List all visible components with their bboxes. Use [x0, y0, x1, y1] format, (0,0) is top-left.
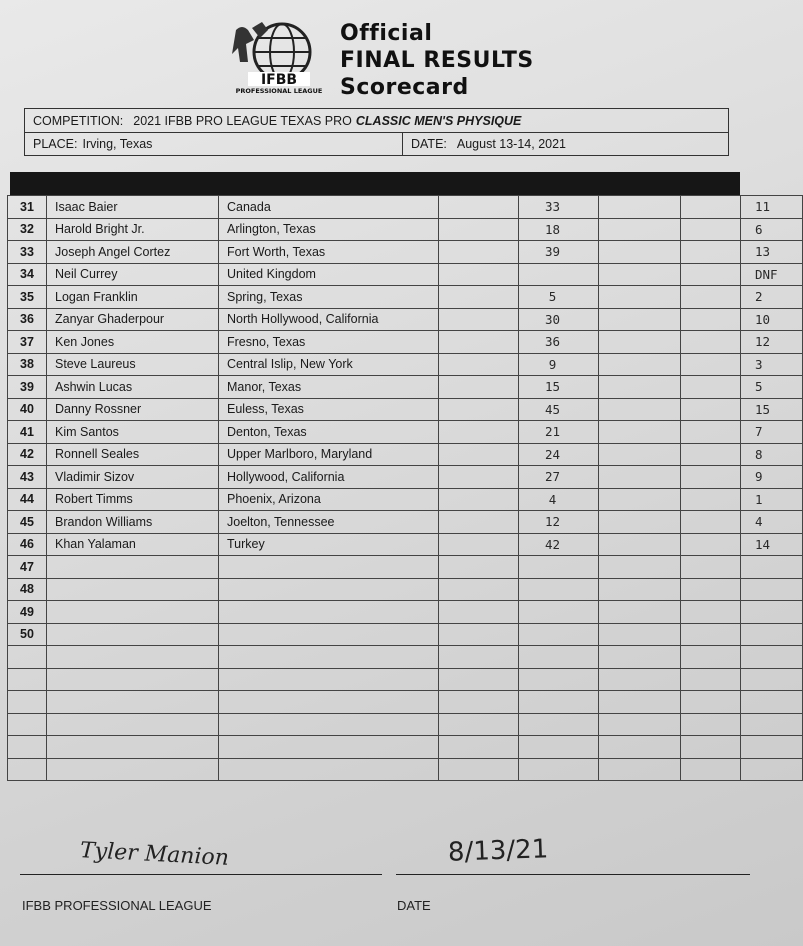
score-total — [519, 758, 599, 781]
final-placing — [741, 556, 803, 579]
judge-signature: Tyler Manion — [79, 838, 230, 871]
score-total — [519, 736, 599, 759]
empty-cell — [681, 646, 741, 669]
score-total: 39 — [519, 241, 599, 264]
table-row — [8, 286, 803, 309]
ifbb-logo — [222, 18, 334, 94]
table-row — [8, 578, 803, 601]
empty-cell — [681, 218, 741, 241]
competitor-name: Vladimir Sizov — [47, 466, 219, 489]
final-placing — [741, 601, 803, 624]
score-total: 12 — [519, 511, 599, 534]
competitor-hometown: Canada — [219, 196, 439, 219]
empty-cell — [681, 353, 741, 376]
score-total: 21 — [519, 421, 599, 444]
competitor-hometown — [219, 691, 439, 714]
table-row — [8, 398, 803, 421]
empty-cell — [599, 623, 681, 646]
final-placing: 14 — [741, 533, 803, 556]
empty-cell — [439, 691, 519, 714]
table-row — [8, 466, 803, 489]
score-total — [519, 623, 599, 646]
empty-cell — [681, 601, 741, 624]
empty-cell — [439, 511, 519, 534]
competitor-name — [47, 556, 219, 579]
score-total: 33 — [519, 196, 599, 219]
table-row — [8, 218, 803, 241]
empty-cell — [681, 241, 741, 264]
competitor-number — [8, 758, 47, 781]
empty-cell — [599, 533, 681, 556]
table-header-bar — [10, 172, 740, 196]
empty-cell — [599, 736, 681, 759]
competitor-hometown: Upper Marlboro, Maryland — [219, 443, 439, 466]
empty-cell — [681, 286, 741, 309]
competitor-number: 44 — [8, 488, 47, 511]
competition-info-box — [24, 108, 729, 156]
competitor-number — [8, 736, 47, 759]
place-value: Irving, Texas — [82, 137, 153, 151]
table-row — [8, 421, 803, 444]
empty-cell — [599, 443, 681, 466]
competitor-number: 48 — [8, 578, 47, 601]
empty-cell — [439, 736, 519, 759]
competitor-name: Joseph Angel Cortez — [47, 241, 219, 264]
table-row — [8, 263, 803, 286]
empty-cell — [681, 196, 741, 219]
empty-cell — [439, 443, 519, 466]
title-scorecard: Scorecard — [340, 75, 469, 100]
document-title — [340, 20, 534, 101]
empty-cell — [681, 556, 741, 579]
table-row — [8, 331, 803, 354]
empty-cell — [599, 578, 681, 601]
empty-cell — [439, 646, 519, 669]
competitor-hometown — [219, 601, 439, 624]
empty-cell — [599, 511, 681, 534]
empty-cell — [681, 623, 741, 646]
final-placing — [741, 668, 803, 691]
score-total: 18 — [519, 218, 599, 241]
competition-label: COMPETITION: — [33, 113, 124, 128]
score-total: 9 — [519, 353, 599, 376]
empty-cell — [599, 466, 681, 489]
competitor-number — [8, 646, 47, 669]
final-placing: 5 — [741, 376, 803, 399]
score-total — [519, 691, 599, 714]
empty-cell — [439, 713, 519, 736]
empty-cell — [439, 758, 519, 781]
competitor-name: Steve Laureus — [47, 353, 219, 376]
competitor-hometown — [219, 736, 439, 759]
competitor-name: Danny Rossner — [47, 398, 219, 421]
competitor-number: 36 — [8, 308, 47, 331]
competitor-name: Logan Franklin — [47, 286, 219, 309]
place-label: PLACE: — [33, 137, 78, 151]
svg-text:IFBB: IFBB — [260, 72, 298, 88]
final-placing: 12 — [741, 331, 803, 354]
empty-cell — [439, 286, 519, 309]
results-table — [7, 195, 803, 781]
competitor-number: 33 — [8, 241, 47, 264]
competitor-name: Ashwin Lucas — [47, 376, 219, 399]
competitor-hometown: Manor, Texas — [219, 376, 439, 399]
empty-cell — [599, 308, 681, 331]
empty-cell — [439, 218, 519, 241]
title-final-results: FINAL RESULTS — [340, 48, 534, 73]
empty-cell — [599, 286, 681, 309]
final-placing: 13 — [741, 241, 803, 264]
empty-cell — [599, 196, 681, 219]
empty-cell — [599, 668, 681, 691]
empty-cell — [439, 623, 519, 646]
footer-date-label: DATE — [397, 898, 431, 913]
empty-cell — [599, 601, 681, 624]
competitor-number: 42 — [8, 443, 47, 466]
table-row — [8, 713, 803, 736]
place-cell — [25, 133, 403, 155]
competitor-number: 46 — [8, 533, 47, 556]
final-placing: 4 — [741, 511, 803, 534]
empty-cell — [439, 376, 519, 399]
empty-cell — [681, 758, 741, 781]
table-row — [8, 758, 803, 781]
competitor-number: 39 — [8, 376, 47, 399]
score-total — [519, 601, 599, 624]
table-row — [8, 511, 803, 534]
table-row — [8, 668, 803, 691]
empty-cell — [439, 196, 519, 219]
empty-cell — [681, 466, 741, 489]
empty-cell — [681, 421, 741, 444]
date-label: DATE: — [411, 137, 447, 151]
table-row — [8, 556, 803, 579]
empty-cell — [599, 556, 681, 579]
score-total: 24 — [519, 443, 599, 466]
competition-value: 2021 IFBB PRO LEAGUE TEXAS PRO — [133, 113, 352, 128]
competitor-hometown: Fresno, Texas — [219, 331, 439, 354]
empty-cell — [439, 263, 519, 286]
footer-org-label: IFBB PROFESSIONAL LEAGUE — [22, 898, 212, 913]
competitor-name: Isaac Baier — [47, 196, 219, 219]
competitor-name: Brandon Williams — [47, 511, 219, 534]
score-total: 45 — [519, 398, 599, 421]
empty-cell — [599, 376, 681, 399]
competitor-hometown: Spring, Texas — [219, 286, 439, 309]
table-row — [8, 623, 803, 646]
score-total: 4 — [519, 488, 599, 511]
score-total: 42 — [519, 533, 599, 556]
title-official: Official — [340, 21, 433, 46]
date-line — [396, 874, 750, 875]
competitor-number: 50 — [8, 623, 47, 646]
score-total — [519, 556, 599, 579]
final-placing: 8 — [741, 443, 803, 466]
empty-cell — [439, 533, 519, 556]
empty-cell — [439, 398, 519, 421]
competitor-number: 38 — [8, 353, 47, 376]
empty-cell — [599, 263, 681, 286]
final-placing: 15 — [741, 398, 803, 421]
empty-cell — [439, 556, 519, 579]
final-placing: 9 — [741, 466, 803, 489]
competitor-name: Harold Bright Jr. — [47, 218, 219, 241]
competitor-hometown: North Hollywood, California — [219, 308, 439, 331]
final-placing — [741, 713, 803, 736]
competitor-name: Khan Yalaman — [47, 533, 219, 556]
final-placing: 1 — [741, 488, 803, 511]
empty-cell — [439, 578, 519, 601]
empty-cell — [599, 713, 681, 736]
competitor-hometown — [219, 578, 439, 601]
empty-cell — [599, 398, 681, 421]
empty-cell — [599, 691, 681, 714]
empty-cell — [599, 331, 681, 354]
table-row — [8, 691, 803, 714]
empty-cell — [681, 331, 741, 354]
signature-line — [20, 874, 382, 875]
competitor-number: 41 — [8, 421, 47, 444]
ifbb-globe-icon — [222, 18, 334, 94]
empty-cell — [599, 646, 681, 669]
empty-cell — [439, 466, 519, 489]
final-placing: 7 — [741, 421, 803, 444]
date-value: August 13-14, 2021 — [456, 137, 567, 151]
division-name: CLASSIC MEN'S PHYSIQUE — [355, 113, 522, 128]
competitor-hometown — [219, 758, 439, 781]
final-placing: 11 — [741, 196, 803, 219]
final-placing: 6 — [741, 218, 803, 241]
competitor-number — [8, 668, 47, 691]
competitor-name — [47, 713, 219, 736]
empty-cell — [681, 308, 741, 331]
empty-cell — [681, 668, 741, 691]
empty-cell — [681, 736, 741, 759]
competitor-name — [47, 623, 219, 646]
empty-cell — [681, 511, 741, 534]
competitor-hometown: Hollywood, California — [219, 466, 439, 489]
empty-cell — [599, 353, 681, 376]
empty-cell — [599, 758, 681, 781]
table-row — [8, 353, 803, 376]
competitor-name: Robert Timms — [47, 488, 219, 511]
competitor-hometown — [219, 668, 439, 691]
empty-cell — [599, 218, 681, 241]
empty-cell — [681, 488, 741, 511]
competitor-hometown — [219, 713, 439, 736]
empty-cell — [439, 668, 519, 691]
competitor-hometown — [219, 646, 439, 669]
empty-cell — [681, 691, 741, 714]
competitor-hometown: Central Islip, New York — [219, 353, 439, 376]
empty-cell — [681, 376, 741, 399]
score-total: 5 — [519, 286, 599, 309]
empty-cell — [681, 263, 741, 286]
table-row — [8, 533, 803, 556]
final-placing: 3 — [741, 353, 803, 376]
competitor-number: 43 — [8, 466, 47, 489]
empty-cell — [599, 488, 681, 511]
competitor-number: 32 — [8, 218, 47, 241]
competitor-name: Neil Currey — [47, 263, 219, 286]
empty-cell — [599, 421, 681, 444]
empty-cell — [439, 353, 519, 376]
competitor-hometown — [219, 556, 439, 579]
competitor-hometown: Joelton, Tennessee — [219, 511, 439, 534]
svg-text:PROFESSIONAL LEAGUE: PROFESSIONAL LEAGUE — [235, 87, 323, 95]
competitor-hometown — [219, 623, 439, 646]
table-row — [8, 376, 803, 399]
empty-cell — [439, 421, 519, 444]
table-row — [8, 196, 803, 219]
competitor-hometown: Euless, Texas — [219, 398, 439, 421]
competitor-number: 47 — [8, 556, 47, 579]
competitor-name — [47, 646, 219, 669]
score-total — [519, 713, 599, 736]
competitor-name: Ken Jones — [47, 331, 219, 354]
competitor-number: 34 — [8, 263, 47, 286]
score-total: 30 — [519, 308, 599, 331]
signature-date: 8/13/21 — [447, 834, 549, 868]
competitor-hometown: Phoenix, Arizona — [219, 488, 439, 511]
final-placing — [741, 623, 803, 646]
final-placing — [741, 578, 803, 601]
empty-cell — [681, 713, 741, 736]
empty-cell — [681, 443, 741, 466]
final-placing — [741, 758, 803, 781]
competitor-hometown: Turkey — [219, 533, 439, 556]
competitor-name: Zanyar Ghaderpour — [47, 308, 219, 331]
score-total — [519, 646, 599, 669]
empty-cell — [599, 241, 681, 264]
table-row — [8, 443, 803, 466]
table-row — [8, 646, 803, 669]
date-cell — [403, 133, 566, 155]
final-placing — [741, 691, 803, 714]
table-row — [8, 308, 803, 331]
competitor-hometown: United Kingdom — [219, 263, 439, 286]
empty-cell — [439, 331, 519, 354]
competitor-number: 37 — [8, 331, 47, 354]
final-placing: 10 — [741, 308, 803, 331]
table-row — [8, 488, 803, 511]
table-row — [8, 601, 803, 624]
competitor-number — [8, 691, 47, 714]
table-row — [8, 736, 803, 759]
empty-cell — [681, 398, 741, 421]
empty-cell — [681, 533, 741, 556]
competitor-number: 45 — [8, 511, 47, 534]
score-total — [519, 578, 599, 601]
competitor-hometown: Arlington, Texas — [219, 218, 439, 241]
score-total — [519, 263, 599, 286]
empty-cell — [439, 241, 519, 264]
empty-cell — [439, 488, 519, 511]
competition-row — [25, 109, 728, 133]
empty-cell — [439, 308, 519, 331]
competitor-name: Kim Santos — [47, 421, 219, 444]
final-placing: DNF — [741, 263, 803, 286]
empty-cell — [681, 578, 741, 601]
score-total: 27 — [519, 466, 599, 489]
place-date-row — [25, 133, 728, 155]
competitor-name — [47, 691, 219, 714]
score-total: 15 — [519, 376, 599, 399]
competitor-name — [47, 578, 219, 601]
competitor-hometown: Fort Worth, Texas — [219, 241, 439, 264]
competitor-hometown: Denton, Texas — [219, 421, 439, 444]
competitor-name — [47, 758, 219, 781]
competitor-name — [47, 736, 219, 759]
competitor-name — [47, 601, 219, 624]
competitor-number: 31 — [8, 196, 47, 219]
competitor-name — [47, 668, 219, 691]
final-placing — [741, 646, 803, 669]
table-row — [8, 241, 803, 264]
competitor-number: 49 — [8, 601, 47, 624]
score-total — [519, 668, 599, 691]
competitor-name: Ronnell Seales — [47, 443, 219, 466]
final-placing: 2 — [741, 286, 803, 309]
competitor-number — [8, 713, 47, 736]
competitor-number: 35 — [8, 286, 47, 309]
competitor-number: 40 — [8, 398, 47, 421]
final-placing — [741, 736, 803, 759]
score-total: 36 — [519, 331, 599, 354]
empty-cell — [439, 601, 519, 624]
